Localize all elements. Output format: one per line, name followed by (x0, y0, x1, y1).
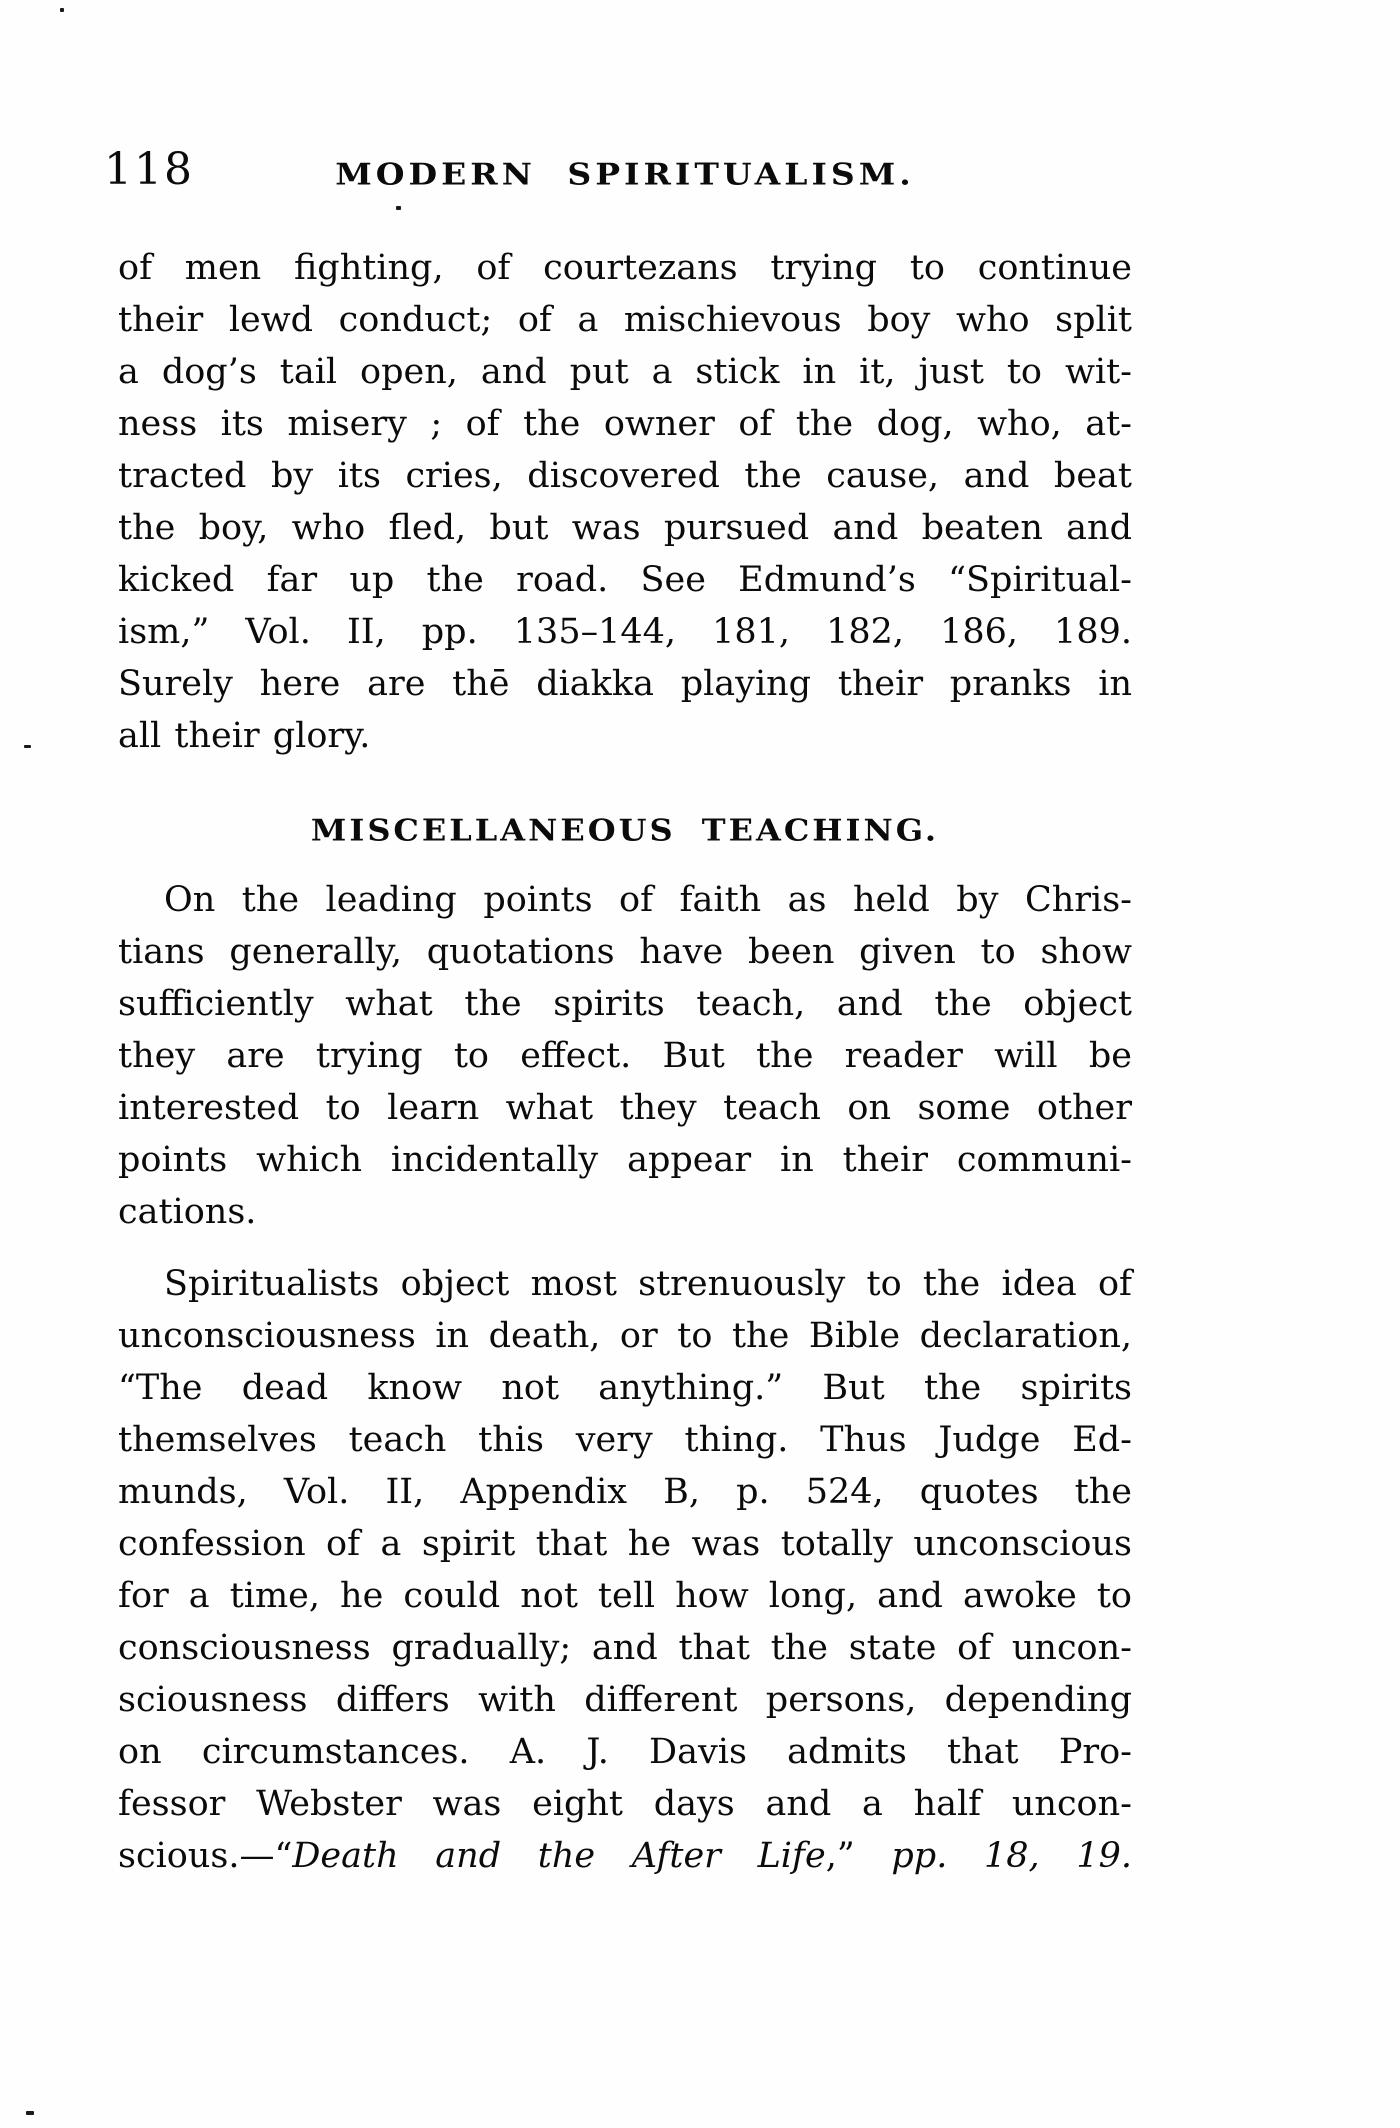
text-line: points which incidentally appear in their communi- (118, 1140, 1132, 1180)
text-line: cations. (118, 1192, 257, 1232)
text-line: ism,” Vol. II, pp. 135–144, 181, 182, 186, 189. (118, 612, 1132, 652)
text-line: interested to learn what they teach on some other (118, 1088, 1132, 1128)
text-line: tracted by its cries, discovered the cause, and beat (118, 456, 1132, 496)
ink-speck-1 (60, 8, 64, 12)
section-heading: MISCELLANEOUS TEACHING. (310, 812, 940, 848)
running-title: MODERN SPIRITUALISM. (335, 156, 915, 192)
text-line: the boy, who fled, but was pursued and beaten and (118, 508, 1132, 548)
page-header (104, 144, 1132, 210)
text-line: sufficiently what the spirits teach, and the object (118, 984, 1132, 1024)
citation-text: scious.—“ (118, 1836, 293, 1876)
paragraph (118, 874, 1132, 1238)
text-line: Surely here are thē diakka playing their pranks in (118, 664, 1132, 704)
citation-text: ,” (825, 1836, 892, 1876)
text-line: ness its misery ; of the owner of the dog, who, at- (118, 404, 1132, 444)
text-line: of men fighting, of courtezans trying to continue (118, 248, 1132, 288)
ink-speck-2 (396, 206, 401, 210)
text-line: confession of a spirit that he was totally unconscious (118, 1524, 1132, 1564)
text-line: a dog’s tail open, and put a stick in it, just to wit- (118, 352, 1132, 392)
paragraph (118, 1258, 1132, 1882)
paragraph (118, 242, 1132, 762)
text-line: themselves teach this very thing. Thus Judge Ed- (118, 1420, 1132, 1460)
text-line: all their glory. (118, 716, 371, 756)
citation-italic-text: Death and the After Life (292, 1836, 826, 1876)
text-line: on circumstances. A. J. Davis admits that Pro- (118, 1732, 1132, 1772)
text-body (118, 242, 1132, 1902)
text-line: unconsciousness in death, or to the Bible declaration, (118, 1316, 1132, 1356)
text-line: munds, Vol. II, Appendix B, p. 524, quotes the (118, 1472, 1132, 1512)
text-line: sciousness differs with different persons, depending (118, 1680, 1132, 1720)
citation-italic-text: pp. 18, 19. (891, 1836, 1133, 1876)
text-line: consciousness gradually; and that the state of uncon- (118, 1628, 1132, 1668)
text-line: tians generally, quotations have been given to show (118, 932, 1132, 972)
text-line: they are trying to effect. But the reader will be (118, 1036, 1132, 1076)
page-number: 118 (104, 144, 194, 195)
text-line (118, 1830, 1132, 1882)
text-line: On the leading points of faith as held by Chris- (164, 880, 1132, 920)
text-line: for a time, he could not tell how long, and awoke to (118, 1576, 1132, 1616)
ink-speck-4 (26, 2111, 34, 2115)
ink-speck-3 (24, 745, 31, 748)
text-line: their lewd conduct; of a mischievous boy who split (118, 300, 1132, 340)
text-line: kicked far up the road. See Edmund’s “Spiritual- (118, 560, 1132, 600)
text-line: “The dead know not anything.” But the spirits (118, 1368, 1132, 1408)
text-line: Spiritualists object most strenuously to the idea of (164, 1264, 1132, 1304)
text-line: fessor Webster was eight days and a half uncon- (118, 1784, 1132, 1824)
